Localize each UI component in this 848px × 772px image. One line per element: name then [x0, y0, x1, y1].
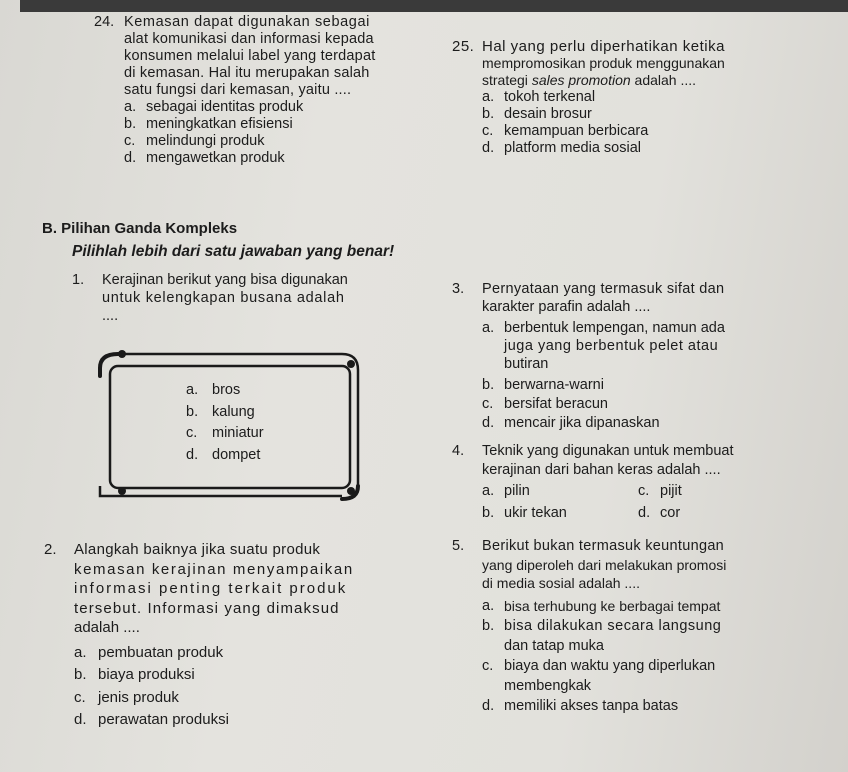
option-text: tokoh terkenal — [504, 89, 596, 105]
option-text: pijit — [660, 483, 682, 499]
question-4 — [452, 442, 832, 524]
option-c[interactable] — [124, 133, 424, 150]
option-d[interactable] — [482, 140, 822, 157]
option-letter: a. — [482, 597, 495, 614]
option-letter: d. — [638, 505, 651, 521]
question-text-line: Kemasan dapat digunakan sebagai — [124, 14, 370, 30]
option-c[interactable] — [482, 656, 832, 696]
question-text-line: Alangkah baiknya jika suatu produk — [74, 541, 321, 558]
option-text: desain brosur — [504, 106, 592, 122]
option-text: meningkatkan efisiensi — [146, 116, 293, 132]
option-c[interactable] — [482, 123, 822, 140]
option-text: dan tatap muka — [504, 637, 604, 654]
question-text-line: konsumen melalui label yang terdapat — [124, 48, 376, 64]
question-text-line: di media sosial adalah .... — [482, 575, 640, 591]
option-letter: a. — [124, 99, 137, 115]
option-letter: b. — [74, 666, 87, 683]
option-letter: a. — [186, 382, 199, 398]
option-text: butiran — [504, 356, 549, 372]
option-letter: a. — [482, 320, 495, 336]
page-top-edge — [20, 0, 848, 12]
question-text-line: di kemasan. Hal itu merupakan salah — [124, 65, 370, 81]
option-text: biaya dan waktu yang diperlukan — [504, 657, 716, 674]
option-text: mencair jika dipanaskan — [504, 415, 660, 431]
text-run: strategi — [482, 72, 532, 88]
question-text-line: Berikut bukan termasuk keuntungan — [482, 538, 725, 554]
option-letter: c. — [482, 396, 494, 412]
option-text: ukir tekan — [504, 505, 567, 521]
option-d[interactable] — [482, 414, 832, 433]
option-letter: d. — [186, 446, 199, 463]
option-b[interactable] — [482, 502, 638, 524]
question-text-line: Hal yang perlu diperhatikan ketika — [482, 38, 725, 55]
option-letter: a. — [482, 483, 495, 499]
option-text: membengkak — [504, 677, 592, 694]
option-d[interactable] — [482, 696, 832, 716]
option-a[interactable] — [186, 380, 264, 402]
option-letter: b. — [482, 377, 495, 393]
question-text-line: mempromosikan produk menggunakan — [482, 55, 725, 71]
question-text-line: satu fungsi dari kemasan, yaitu .... — [124, 82, 352, 98]
option-text: biaya produksi — [98, 666, 195, 683]
question-text-line: kerajinan dari bahan keras adalah .... — [482, 462, 721, 478]
question-number: 1. — [72, 272, 85, 288]
option-letter: b. — [186, 403, 199, 420]
question-number: 2. — [44, 541, 57, 558]
option-a[interactable] — [482, 89, 822, 106]
option-text: kemampuan berbicara — [504, 123, 649, 139]
text-run: adalah .... — [630, 72, 697, 88]
option-letter: c. — [74, 688, 86, 706]
option-text: pilin — [504, 483, 530, 499]
option-letter: d. — [482, 140, 495, 156]
option-letter: d. — [482, 415, 495, 431]
option-letter: c. — [482, 123, 494, 139]
option-letter: a. — [74, 643, 87, 661]
option-text: miniatur — [212, 425, 264, 441]
option-b[interactable] — [482, 106, 822, 123]
decorative-frame — [96, 346, 364, 506]
question-number: 24. — [94, 14, 115, 30]
option-letter: b. — [482, 505, 495, 521]
option-text: kalung — [212, 403, 255, 420]
question-1 — [72, 271, 402, 325]
section-instruction: Pilihlah lebih dari satu jawaban yang benar! — [72, 243, 395, 260]
option-text: jenis produk — [98, 688, 179, 706]
section-title: B. Pilihan Ganda Kompleks — [42, 220, 238, 237]
question-24 — [94, 14, 424, 167]
question-text-line: Pernyataan yang termasuk sifat dan — [482, 281, 725, 297]
emphasis-text: sales promotion — [531, 72, 631, 88]
option-text: bros — [212, 382, 241, 398]
option-d[interactable] — [124, 150, 424, 167]
question-text-line: untuk kelengkapan busana adalah — [102, 290, 345, 306]
option-b[interactable] — [74, 664, 424, 687]
option-letter: c. — [186, 425, 198, 441]
option-c[interactable] — [482, 395, 832, 414]
option-c[interactable] — [74, 687, 424, 710]
question-text-line: alat komunikasi dan informasi kepada — [124, 31, 374, 47]
question-text-line: Teknik yang digunakan untuk membuat — [482, 443, 734, 459]
option-a[interactable] — [482, 319, 832, 373]
option-text: berwarna-warni — [504, 377, 604, 393]
option-d[interactable] — [186, 445, 264, 467]
option-text: sebagai identitas produk — [146, 99, 304, 115]
question-3 — [452, 280, 832, 433]
question-number: 5. — [452, 538, 465, 554]
question-number: 25. — [452, 38, 475, 55]
option-text: melindungi produk — [146, 133, 265, 149]
option-c[interactable] — [186, 423, 264, 445]
option-text: bisa terhubung ke berbagai tempat — [504, 597, 721, 614]
option-text: perawatan produksi — [98, 711, 229, 728]
question-number: 3. — [452, 281, 465, 297]
option-letter: c. — [638, 483, 650, 499]
option-a[interactable] — [482, 480, 638, 502]
option-letter: c. — [482, 657, 494, 674]
question-text-line: kemasan kerajinan menyampaikan — [74, 560, 354, 578]
option-letter: b. — [482, 617, 495, 634]
option-b[interactable] — [482, 616, 832, 656]
option-text: dompet — [212, 446, 261, 463]
option-letter: d. — [74, 711, 87, 728]
option-a[interactable] — [124, 99, 424, 116]
option-d[interactable] — [638, 502, 758, 524]
question-25 — [452, 38, 822, 157]
option-text: cor — [660, 505, 681, 521]
option-b[interactable] — [124, 116, 424, 133]
question-text-line: tersebut. Informasi yang dimaksud — [74, 599, 340, 617]
option-a[interactable] — [482, 596, 832, 616]
option-d[interactable] — [74, 709, 424, 732]
question-text-line: adalah .... — [74, 619, 140, 636]
option-letter: c. — [124, 133, 136, 149]
option-text: platform media sosial — [504, 140, 641, 156]
option-a[interactable] — [74, 642, 424, 665]
question-text-line: Kerajinan berikut yang bisa digunakan — [102, 272, 348, 288]
option-b[interactable] — [186, 402, 264, 424]
question-text-line: karakter parafin adalah .... — [482, 299, 651, 315]
option-b[interactable] — [482, 376, 832, 395]
question-number: 4. — [452, 443, 465, 459]
option-c[interactable] — [638, 480, 758, 502]
question-text-line: yang diperoleh dari melakukan promosi — [482, 556, 727, 573]
question-text-line: informasi penting terkait produk — [74, 580, 348, 597]
question-5 — [452, 537, 832, 716]
option-letter: b. — [124, 116, 137, 132]
option-letter: d. — [124, 150, 137, 166]
option-text: berbentuk lempengan, namun ada — [504, 320, 725, 336]
option-text: bersifat beracun — [504, 396, 608, 412]
question-text-line: .... — [102, 308, 119, 324]
option-text: mengawetkan produk — [146, 150, 285, 166]
question-2 — [44, 540, 424, 732]
option-text: memiliki akses tanpa batas — [504, 697, 679, 714]
option-text: juga yang berbentuk pelet atau — [504, 338, 719, 354]
option-text: bisa dilakukan secara langsung — [504, 617, 722, 634]
option-text: pembuatan produk — [98, 643, 224, 661]
question-text-line — [482, 72, 822, 89]
option-letter: b. — [482, 106, 495, 122]
option-letter: a. — [482, 89, 495, 105]
option-letter: d. — [482, 697, 495, 714]
